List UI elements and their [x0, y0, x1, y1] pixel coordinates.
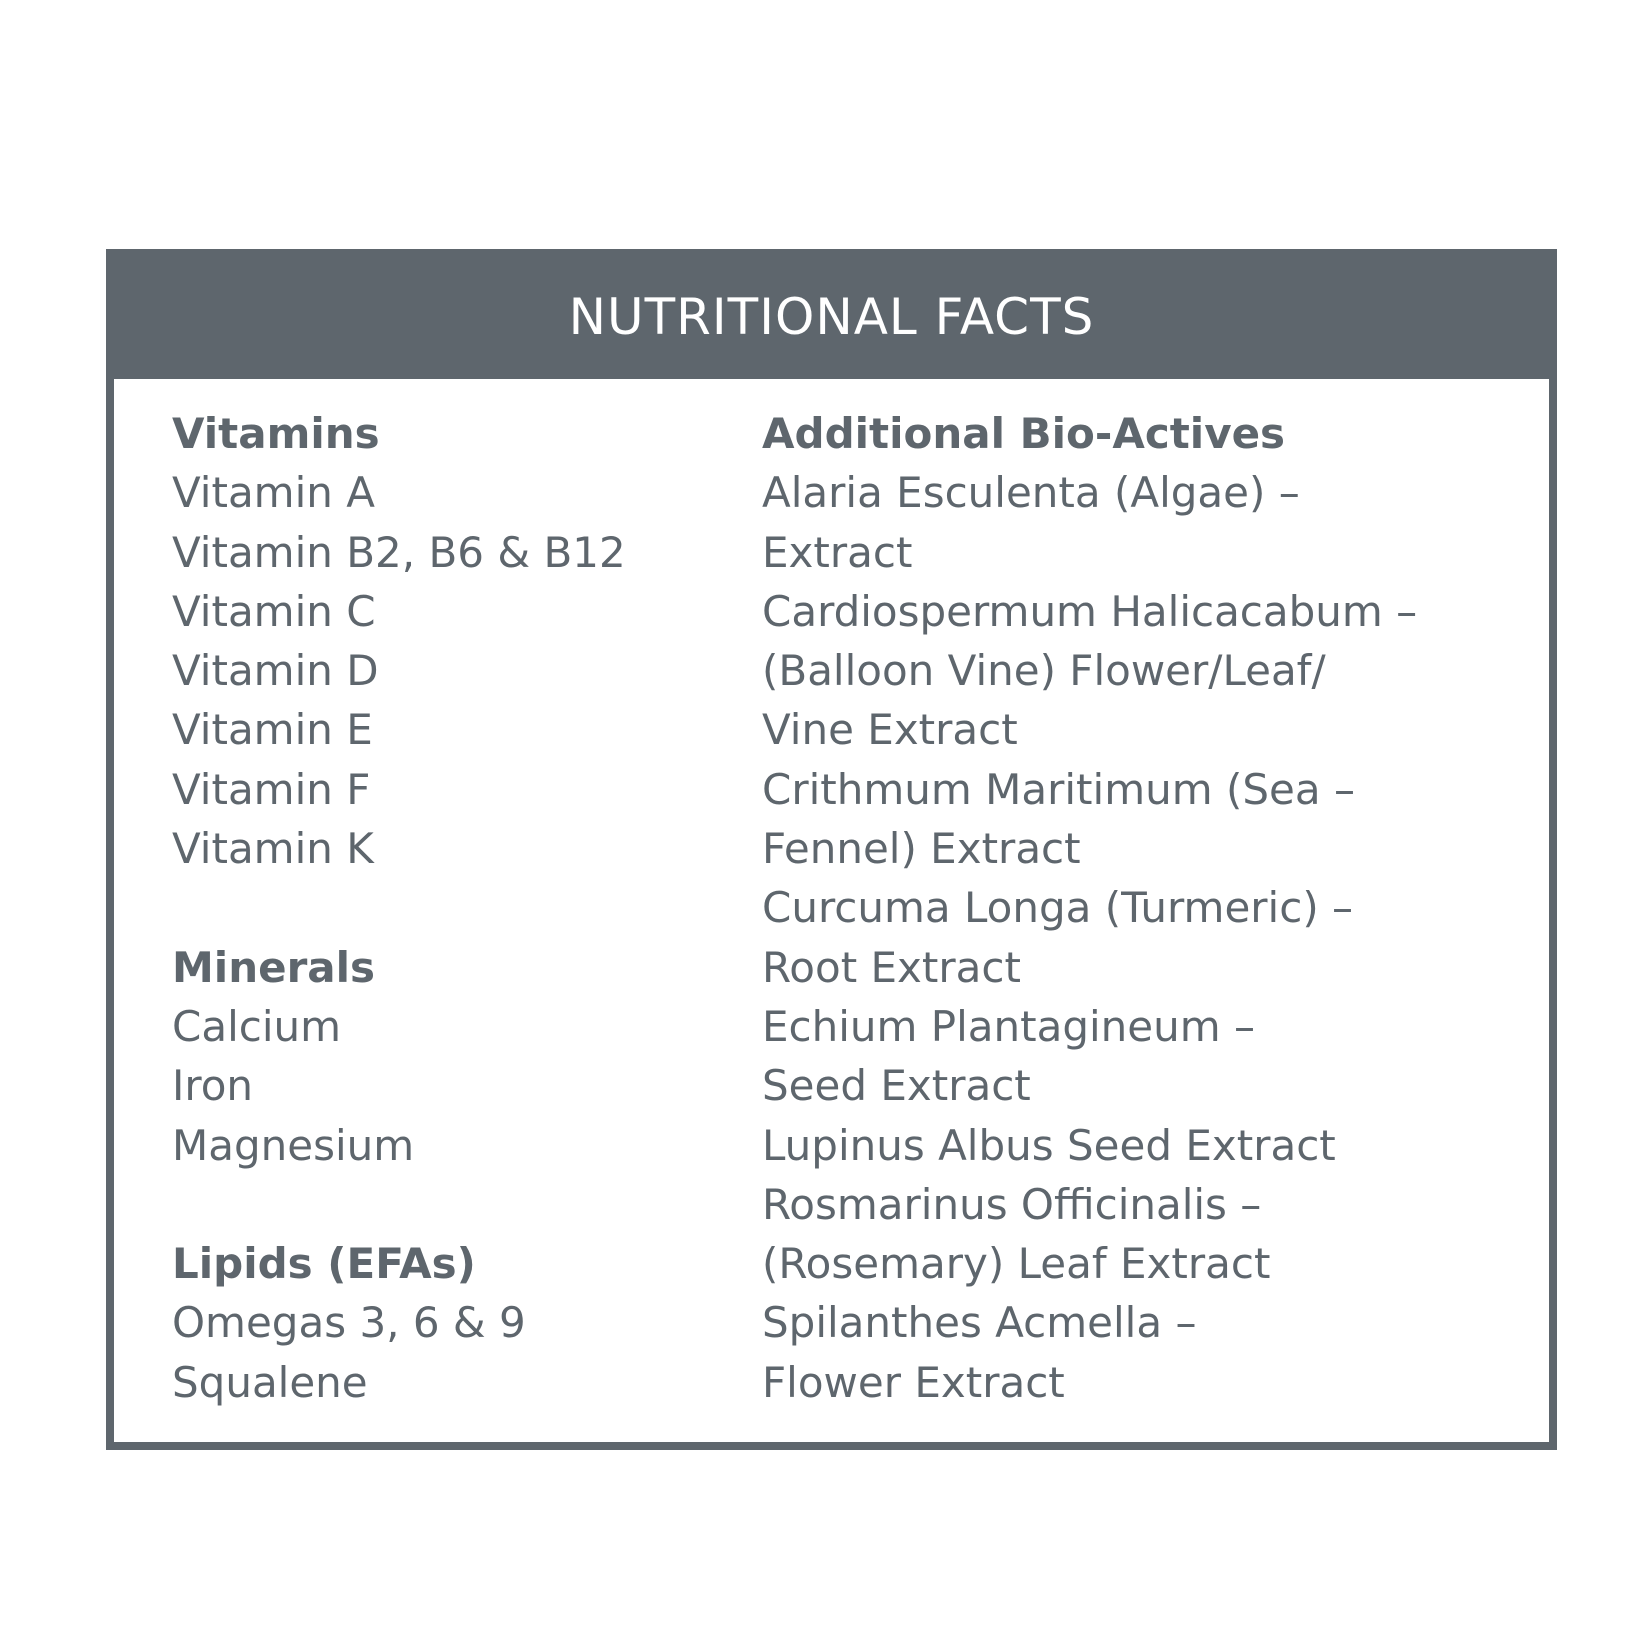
list-item: Crithmum Maritimum (Sea – [762, 764, 1355, 814]
list-item: Vitamin B2, B6 & B12 [172, 527, 626, 577]
panel-header [106, 249, 1557, 379]
list-item: Vitamin K [172, 824, 374, 874]
list-item: Fennel) Extract [762, 824, 1081, 874]
right-column [762, 404, 1522, 1412]
section-spacer [172, 1175, 732, 1234]
list-item: Calcium [172, 1001, 342, 1051]
list-item: (Balloon Vine) Flower/Leaf/ [762, 646, 1326, 696]
list-item: Alaria Esculenta (Algae) – [762, 468, 1300, 518]
list-item: Echium Plantagineum – [762, 1001, 1256, 1051]
list-item: Spilanthes Acmella – [762, 1298, 1197, 1348]
bio-actives-heading: Additional Bio-Actives [762, 409, 1286, 458]
minerals-heading: Minerals [172, 942, 376, 992]
list-item: Vitamin C [172, 586, 376, 636]
list-item: Squalene [172, 1357, 368, 1407]
list-item: Vitamin E [172, 705, 373, 755]
lipids-heading: Lipids (EFAs) [172, 1239, 476, 1289]
vitamins-heading: Vitamins [172, 409, 380, 458]
list-item: Magnesium [172, 1120, 415, 1170]
list-item: (Rosemary) Leaf Extract [762, 1239, 1271, 1289]
list-item: Vitamin F [172, 764, 371, 814]
list-item: Extract [762, 527, 913, 577]
list-item: Cardiospermum Halicacabum – [762, 586, 1418, 636]
panel-title: NUTRITIONAL FACTS [568, 288, 1095, 346]
section-spacer [172, 878, 732, 937]
list-item: Rosmarinus Officinalis – [762, 1179, 1262, 1229]
list-item: Seed Extract [762, 1061, 1031, 1111]
list-item: Root Extract [762, 942, 1021, 992]
list-item: Curcuma Longa (Turmeric) – [762, 883, 1354, 933]
list-item: Iron [172, 1061, 254, 1111]
nutritional-facts-panel [106, 249, 1557, 1450]
list-item: Omegas 3, 6 & 9 [172, 1298, 526, 1348]
list-item: Flower Extract [762, 1357, 1065, 1407]
left-column [172, 404, 732, 1412]
list-item: Vitamin A [172, 468, 375, 518]
list-item: Lupinus Albus Seed Extract [762, 1120, 1336, 1170]
list-item: Vine Extract [762, 705, 1018, 755]
list-item: Vitamin D [172, 646, 379, 696]
